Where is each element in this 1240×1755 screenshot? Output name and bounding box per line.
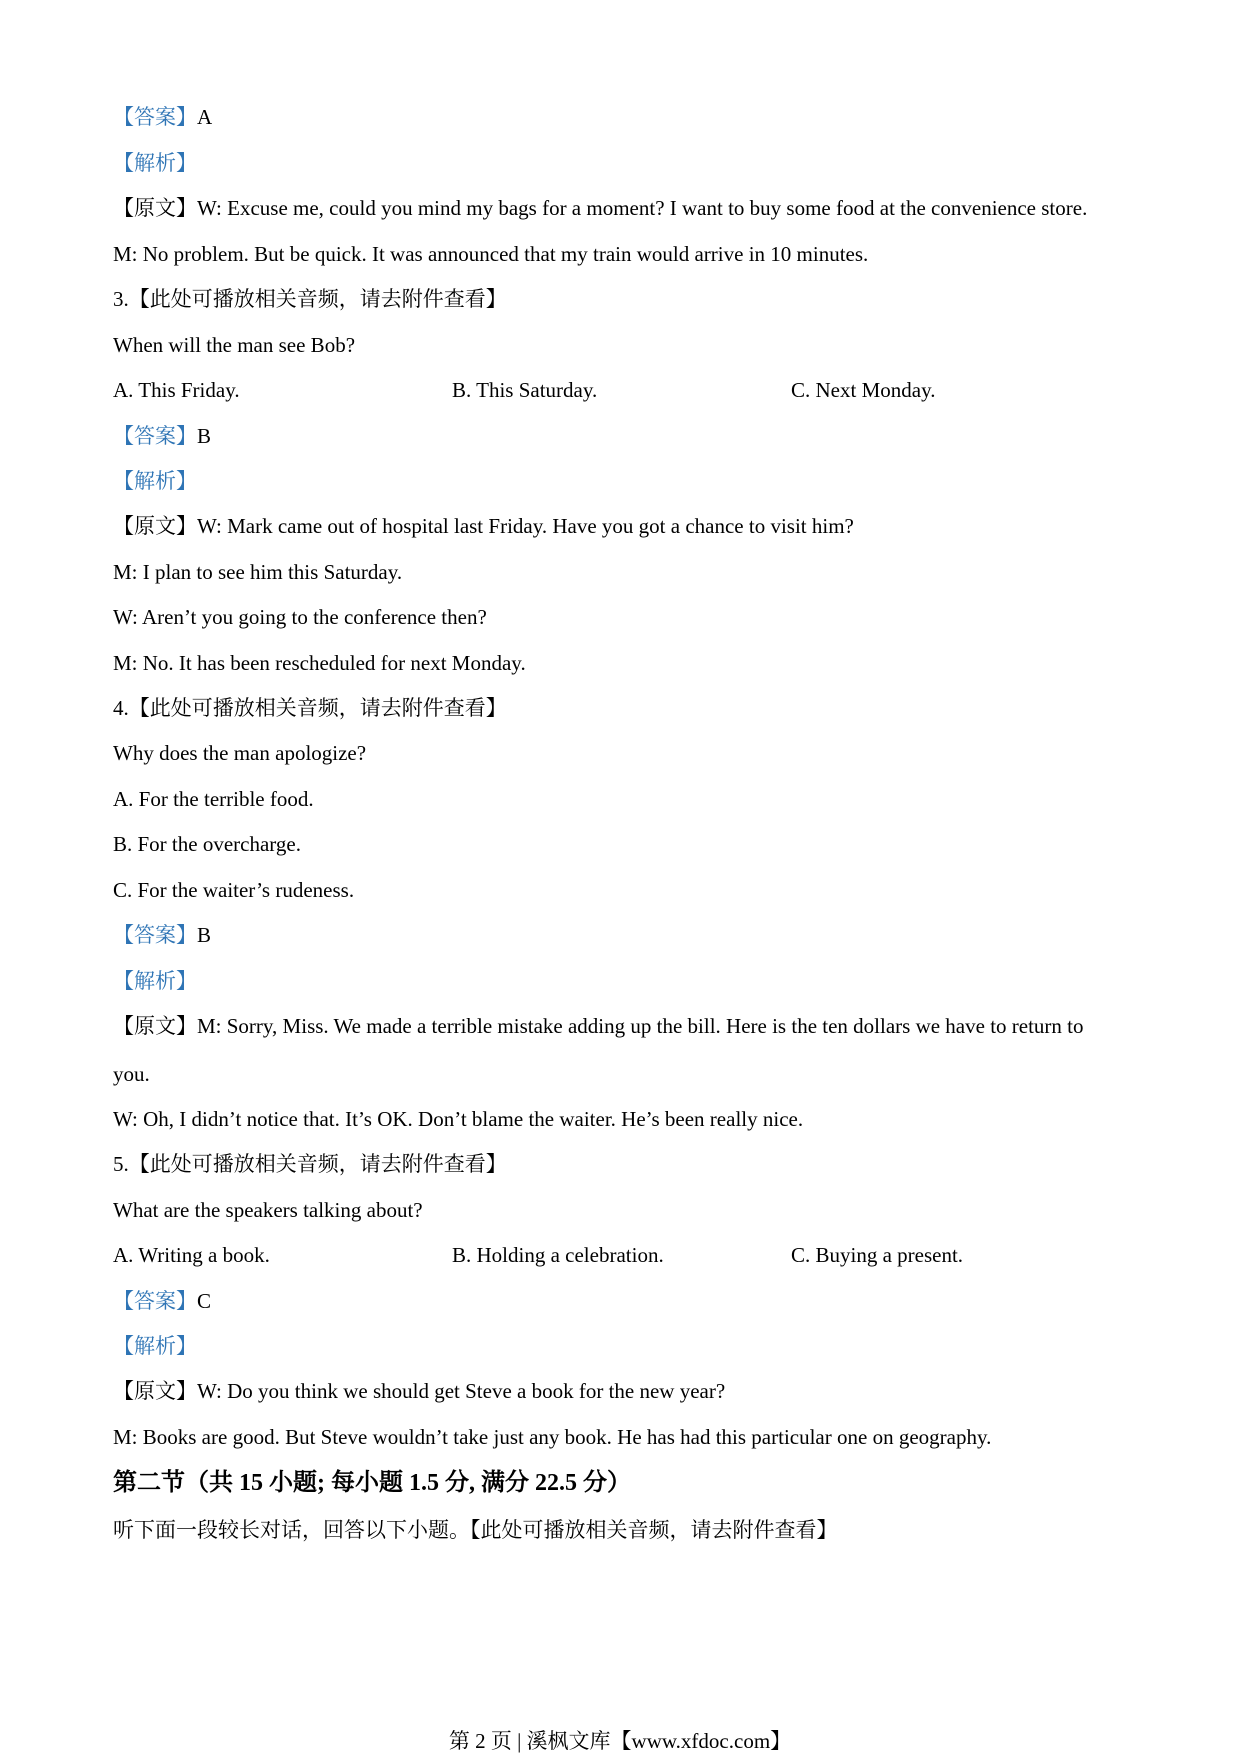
- analysis-tag: 【解析】: [113, 1334, 197, 1358]
- answer-value: C: [197, 1289, 212, 1313]
- analysis-line: [113, 967, 197, 995]
- question-number: 4.: [113, 696, 129, 720]
- transcript-text: W: Mark came out of hospital last Friday. Have you got a chance to visit him?: [197, 514, 854, 538]
- options-row: [113, 1241, 1013, 1269]
- answer-line: [113, 422, 211, 450]
- option-a: A. This Friday.: [113, 378, 240, 402]
- option-c: C. For the waiter’s rudeness.: [113, 878, 355, 902]
- transcript-text: W: Excuse me, could you mind my bags for a moment? I want to buy some food at the convenience store.: [197, 196, 1088, 220]
- transcript-line: W: Aren’t you going to the conference then?: [113, 605, 487, 629]
- option-c: C. Next Monday.: [791, 378, 936, 402]
- options-row: [113, 376, 1013, 404]
- question-audio-line: [113, 694, 507, 722]
- transcript-tag: 【原文】: [113, 514, 197, 538]
- transcript-line: you.: [113, 1062, 150, 1086]
- transcript-line: [113, 194, 1087, 222]
- question-text: What are the speakers talking about?: [113, 1198, 423, 1222]
- question-text: Why does the man apologize?: [113, 741, 367, 765]
- answer-value: A: [197, 105, 213, 129]
- transcript-line: [113, 512, 854, 540]
- transcript-line: [113, 1377, 725, 1405]
- option-a: A. Writing a book.: [113, 1243, 270, 1267]
- option-b: B. This Saturday.: [452, 378, 598, 402]
- section-intro: 听下面一段较长对话，回答以下小题。【此处可播放相关音频，请去附件查看】: [113, 1518, 838, 1542]
- transcript-line: M: No. It has been rescheduled for next Monday.: [113, 651, 526, 675]
- question-number: 5.: [113, 1152, 129, 1176]
- section-heading: 第二节（共 15 小题; 每小题 1.5 分, 满分 22.5 分）: [113, 1470, 631, 1496]
- transcript-line: W: Oh, I didn’t notice that. It’s OK. Don’t blame the waiter. He’s been really nice.: [113, 1107, 804, 1131]
- analysis-line: [113, 467, 197, 495]
- audio-placeholder: 【此处可播放相关音频，请去附件查看】: [128, 287, 507, 311]
- question-number: 3.: [113, 287, 129, 311]
- analysis-tag: 【解析】: [113, 969, 197, 993]
- analysis-tag: 【解析】: [113, 469, 197, 493]
- transcript-text: W: Do you think we should get Steve a book for the new year?: [197, 1379, 726, 1403]
- answer-line: [113, 103, 212, 131]
- question-audio-line: [113, 285, 507, 313]
- transcript-tag: 【原文】: [113, 196, 197, 220]
- answer-tag: 【答案】: [113, 1289, 197, 1313]
- transcript-line: [113, 1012, 1084, 1040]
- answer-line: [113, 1287, 211, 1315]
- answer-tag: 【答案】: [113, 424, 197, 448]
- option-a: A. For the terrible food.: [113, 787, 314, 811]
- audio-placeholder: 【此处可播放相关音频，请去附件查看】: [128, 696, 507, 720]
- answer-value: B: [197, 424, 212, 448]
- option-c: C. Buying a present.: [791, 1243, 964, 1267]
- answer-value: B: [197, 923, 212, 947]
- transcript-line: M: I plan to see him this Saturday.: [113, 560, 403, 584]
- option-b: B. For the overcharge.: [113, 832, 301, 856]
- transcript-line: M: Books are good. But Steve wouldn’t take just any book. He has had this particular one on geography.: [113, 1425, 992, 1449]
- answer-tag: 【答案】: [113, 105, 197, 129]
- transcript-tag: 【原文】: [113, 1014, 197, 1038]
- transcript-text: M: Sorry, Miss. We made a terrible mistake adding up the bill. Here is the ten dollars we have to return to: [197, 1014, 1084, 1038]
- analysis-line: [113, 149, 197, 177]
- transcript-tag: 【原文】: [113, 1379, 197, 1403]
- page-footer: 第 2 页 | 溪枫文库【www.xfdoc.com】: [448, 1729, 792, 1753]
- analysis-line: [113, 1332, 197, 1360]
- question-audio-line: [113, 1150, 507, 1178]
- option-b: B. Holding a celebration.: [452, 1243, 664, 1267]
- answer-line: [113, 921, 211, 949]
- answer-tag: 【答案】: [113, 923, 197, 947]
- transcript-line: M: No problem. But be quick. It was announced that my train would arrive in 10 minutes.: [113, 242, 869, 266]
- question-text: When will the man see Bob?: [113, 333, 356, 357]
- analysis-tag: 【解析】: [113, 151, 197, 175]
- audio-placeholder: 【此处可播放相关音频，请去附件查看】: [128, 1152, 507, 1176]
